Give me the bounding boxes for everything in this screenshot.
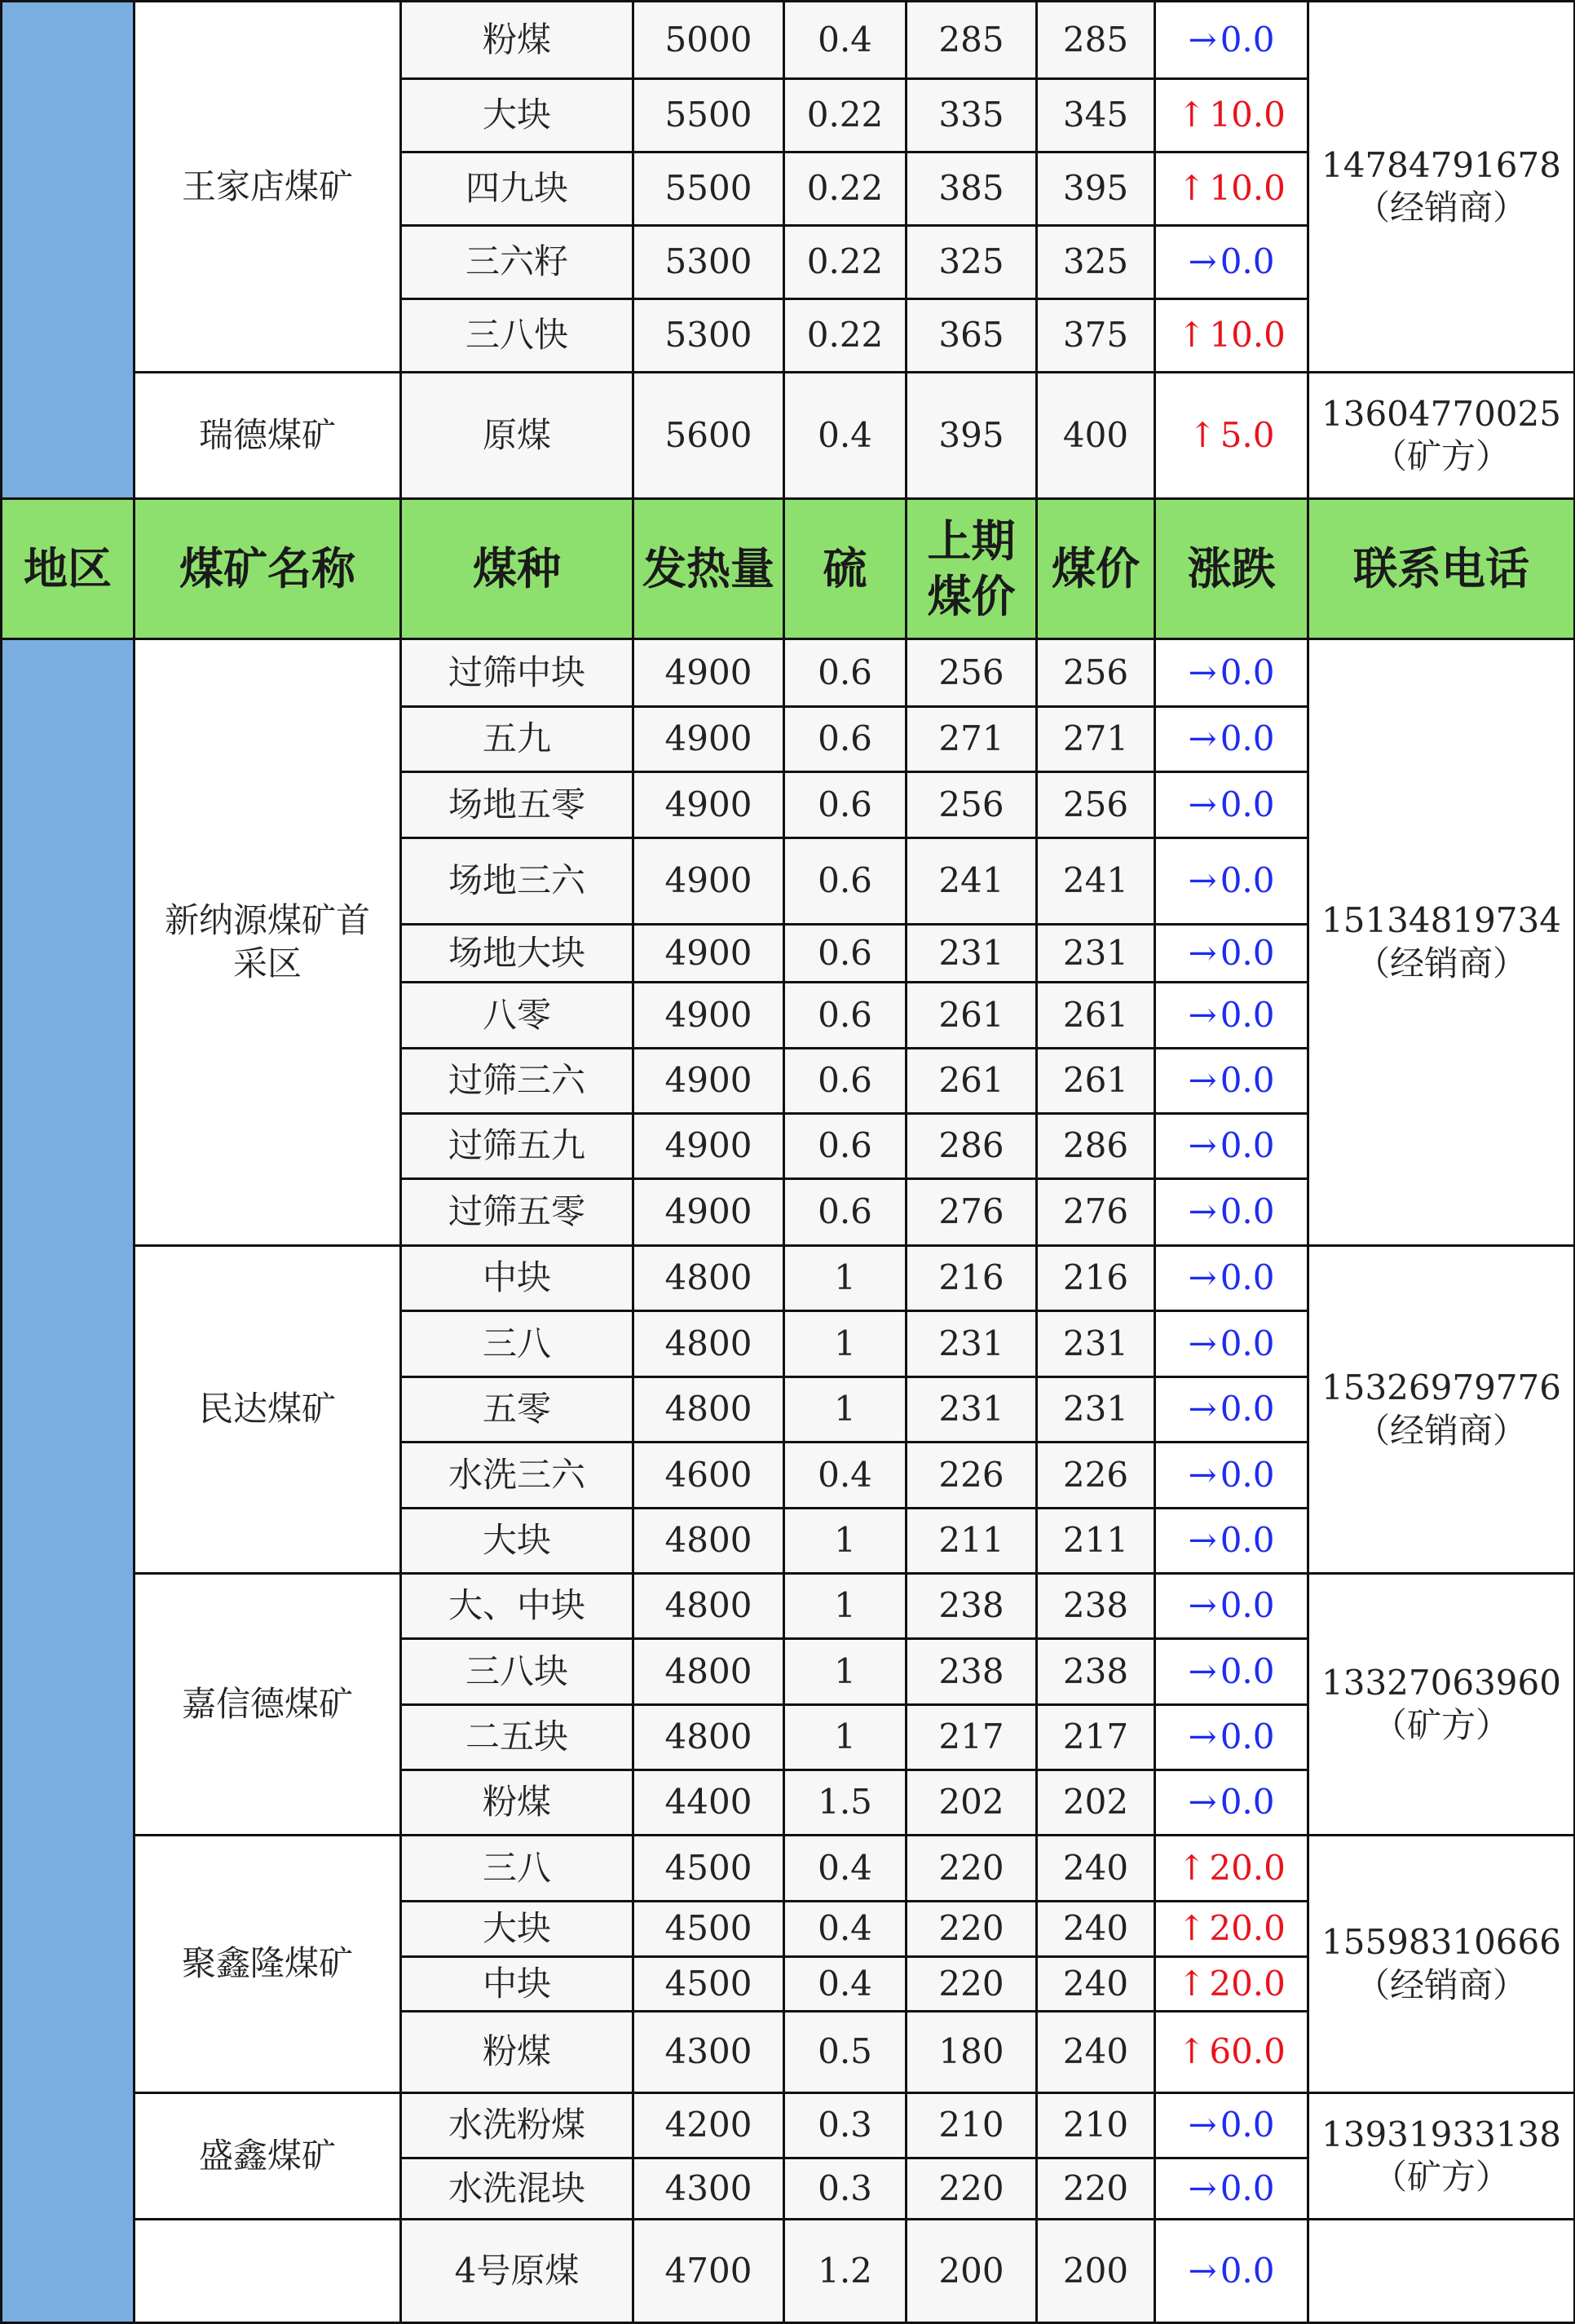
price-cell: 240: [1035, 2010, 1156, 2094]
change-cell: [1154, 1572, 1309, 1640]
price-cell: 231: [1035, 923, 1156, 983]
heat-value-cell: 4800: [632, 1376, 785, 1443]
price-cell: 276: [1035, 1177, 1156, 1247]
coal-type-cell: 水洗三六: [399, 1441, 634, 1509]
heat-value-cell: 4900: [632, 1112, 785, 1180]
sulfur-cell: 0.6: [783, 923, 907, 983]
sulfur-cell: 0.6: [783, 1112, 907, 1180]
price-cell: 261: [1035, 1047, 1156, 1115]
sulfur-cell: 0.4: [783, 1441, 907, 1509]
last-price-cell: 286: [905, 1112, 1038, 1180]
coal-type-cell: 三八: [399, 1310, 634, 1378]
change-cell: [1154, 224, 1309, 300]
change-cell: [1154, 1376, 1309, 1443]
price-cell: 345: [1035, 77, 1156, 153]
heat-value-cell: 4200: [632, 2092, 785, 2159]
heat-value-cell: 5600: [632, 371, 785, 500]
change-cell: [1154, 837, 1309, 926]
coal-type-cell: 场地大块: [399, 923, 634, 983]
heat-value-cell: 4900: [632, 771, 785, 839]
price-cell: 256: [1035, 638, 1156, 708]
last-price-cell: 180: [905, 2010, 1038, 2094]
change-value: 0.0: [1220, 1389, 1275, 1429]
change-value: 0.0: [1220, 2250, 1275, 2291]
last-price-cell: 271: [905, 705, 1038, 773]
last-price-cell: 231: [905, 923, 1038, 983]
coal-type-cell: 中块: [399, 1955, 634, 2013]
sulfur-cell: 0.4: [783, 0, 907, 80]
heat-value-cell: 4300: [632, 2010, 785, 2094]
change-cell: [1154, 2218, 1309, 2324]
heat-value-cell: 4400: [632, 1769, 785, 1836]
up-arrow-icon: ↑: [1177, 168, 1207, 209]
right-arrow-icon: →: [1188, 1716, 1217, 1757]
sulfur-cell: 0.6: [783, 981, 907, 1049]
heat-value-cell: 4800: [632, 1703, 785, 1771]
last-price-cell: 211: [905, 1507, 1038, 1575]
last-price-cell: 216: [905, 1244, 1038, 1312]
change-cell: [1154, 1441, 1309, 1509]
price-cell: 217: [1035, 1703, 1156, 1771]
heat-value-cell: 5500: [632, 77, 785, 153]
sulfur-cell: 1: [783, 1244, 907, 1312]
price-cell: 285: [1035, 0, 1156, 80]
price-cell: 200: [1035, 2218, 1156, 2324]
change-cell: [1154, 1177, 1309, 1247]
region-cell: [0, 0, 135, 500]
price-cell: 286: [1035, 1112, 1156, 1180]
coal-type-cell: 三八快: [399, 298, 634, 373]
sulfur-cell: 0.22: [783, 77, 907, 153]
last-price-cell: 202: [905, 1769, 1038, 1836]
right-arrow-icon: →: [1188, 1125, 1217, 1166]
price-cell: 325: [1035, 224, 1156, 300]
change-value: 0.0: [1220, 652, 1275, 692]
heat-value-cell: 4300: [632, 2157, 785, 2220]
mine-name-cell: 民达煤矿: [133, 1244, 402, 1575]
header-coal-type: 煤种: [399, 497, 634, 640]
heat-value-cell: 4900: [632, 923, 785, 983]
sulfur-cell: 0.4: [783, 1900, 907, 1958]
last-price-cell: 220: [905, 1834, 1038, 1902]
change-value: 0.0: [1220, 718, 1275, 759]
right-arrow-icon: →: [1188, 241, 1217, 282]
heat-value-cell: 5000: [632, 0, 785, 80]
change-cell: [1154, 923, 1309, 983]
region-cell: [0, 638, 135, 2324]
last-price-cell: 231: [905, 1376, 1038, 1443]
last-price-cell: 256: [905, 638, 1038, 708]
last-price-cell: 365: [905, 298, 1038, 373]
heat-value-cell: 4800: [632, 1572, 785, 1640]
mine-name-cell: [133, 2218, 402, 2324]
change-value: 0.0: [1220, 1125, 1275, 1166]
sulfur-cell: 0.3: [783, 2157, 907, 2220]
mine-name-cell: 盛鑫煤矿: [133, 2092, 402, 2220]
phone-cell: 15134819734 （经销商）: [1307, 638, 1575, 1247]
change-value: 0.0: [1220, 2167, 1275, 2208]
coal-type-cell: 四九块: [399, 151, 634, 227]
last-price-cell: 241: [905, 837, 1038, 926]
heat-value-cell: 5300: [632, 298, 785, 373]
last-price-cell: 285: [905, 0, 1038, 80]
last-price-cell: 335: [905, 77, 1038, 153]
last-price-cell: 261: [905, 981, 1038, 1049]
coal-type-cell: 过筛五零: [399, 1177, 634, 1247]
change-value: 10.0: [1209, 168, 1286, 209]
coal-type-cell: 粉煤: [399, 1769, 634, 1836]
sulfur-cell: 0.4: [783, 371, 907, 500]
price-cell: 241: [1035, 837, 1156, 926]
header-region: 地区: [0, 497, 135, 640]
sulfur-cell: 0.6: [783, 1047, 907, 1115]
coal-type-cell: 场地五零: [399, 771, 634, 839]
change-value: 20.0: [1209, 1963, 1286, 2004]
coal-type-cell: 三八: [399, 1834, 634, 1902]
sulfur-cell: 0.22: [783, 151, 907, 227]
heat-value-cell: 4800: [632, 1244, 785, 1312]
change-cell: [1154, 151, 1309, 227]
up-arrow-icon: ↑: [1177, 1908, 1207, 1949]
header-price: 煤价: [1035, 497, 1156, 640]
change-cell: [1154, 1112, 1309, 1180]
sulfur-cell: 0.6: [783, 705, 907, 773]
heat-value-cell: 4800: [632, 1637, 785, 1706]
change-cell: [1154, 1507, 1309, 1575]
right-arrow-icon: →: [1188, 1257, 1217, 1298]
price-cell: 226: [1035, 1441, 1156, 1509]
right-arrow-icon: →: [1188, 994, 1217, 1035]
change-value: 5.0: [1220, 414, 1275, 455]
right-arrow-icon: →: [1188, 1323, 1217, 1363]
header-change: 涨跌: [1154, 497, 1309, 640]
up-arrow-icon: ↑: [1177, 2031, 1207, 2072]
price-cell: 211: [1035, 1507, 1156, 1575]
change-cell: [1154, 1310, 1309, 1378]
mine-name-cell: 瑞德煤矿: [133, 371, 402, 500]
change-cell: [1154, 1047, 1309, 1115]
right-arrow-icon: →: [1188, 2167, 1217, 2208]
sulfur-cell: 0.22: [783, 298, 907, 373]
phone-cell: 13604770025 （矿方）: [1307, 371, 1575, 500]
coal-type-cell: 过筛三六: [399, 1047, 634, 1115]
header-heat-value: 发热量: [632, 497, 785, 640]
phone-cell: 15598310666 （经销商）: [1307, 1834, 1575, 2094]
change-value: 0.0: [1220, 241, 1275, 282]
change-value: 0.0: [1220, 994, 1275, 1035]
right-arrow-icon: →: [1188, 1585, 1217, 1626]
price-cell: 210: [1035, 2092, 1156, 2159]
heat-value-cell: 4500: [632, 1834, 785, 1902]
change-value: 0.0: [1220, 1716, 1275, 1757]
coal-type-cell: 大块: [399, 77, 634, 153]
price-cell: 231: [1035, 1310, 1156, 1378]
change-value: 60.0: [1209, 2031, 1286, 2072]
change-value: 10.0: [1209, 315, 1286, 356]
coal-type-cell: 粉煤: [399, 0, 634, 80]
last-price-cell: 276: [905, 1177, 1038, 1247]
price-cell: 238: [1035, 1572, 1156, 1640]
change-cell: [1154, 371, 1309, 500]
phone-cell: 13931933138 （矿方）: [1307, 2092, 1575, 2220]
change-cell: [1154, 2010, 1309, 2094]
coal-type-cell: 原煤: [399, 371, 634, 500]
price-cell: 395: [1035, 151, 1156, 227]
phone-cell: [1307, 2218, 1575, 2324]
price-cell: 220: [1035, 2157, 1156, 2220]
change-cell: [1154, 1769, 1309, 1836]
price-cell: 202: [1035, 1769, 1156, 1836]
change-value: 0.0: [1220, 1585, 1275, 1626]
sulfur-cell: 0.6: [783, 837, 907, 926]
up-arrow-icon: ↑: [1177, 1963, 1207, 2004]
right-arrow-icon: →: [1188, 1520, 1217, 1561]
coal-type-cell: 五九: [399, 705, 634, 773]
sulfur-cell: 1: [783, 1376, 907, 1443]
last-price-cell: 220: [905, 1955, 1038, 2013]
change-value: 0.0: [1220, 1650, 1275, 1691]
change-value: 0.0: [1220, 1191, 1275, 1232]
sulfur-cell: 0.4: [783, 1834, 907, 1902]
change-cell: [1154, 0, 1309, 80]
phone-cell: 15326979776 （经销商）: [1307, 1244, 1575, 1575]
right-arrow-icon: →: [1188, 784, 1217, 824]
right-arrow-icon: →: [1188, 1191, 1217, 1232]
change-cell: [1154, 2157, 1309, 2220]
sulfur-cell: 0.6: [783, 1177, 907, 1247]
price-cell: 400: [1035, 371, 1156, 500]
right-arrow-icon: →: [1188, 1782, 1217, 1823]
sulfur-cell: 1: [783, 1310, 907, 1378]
change-value: 0.0: [1220, 2105, 1275, 2145]
right-arrow-icon: →: [1188, 718, 1217, 759]
up-arrow-icon: ↑: [1188, 414, 1217, 455]
price-cell: 231: [1035, 1376, 1156, 1443]
coal-type-cell: 中块: [399, 1244, 634, 1312]
price-cell: 216: [1035, 1244, 1156, 1312]
change-value: 0.0: [1220, 784, 1275, 824]
change-cell: [1154, 1834, 1309, 1902]
mine-name-cell: 聚鑫隆煤矿: [133, 1834, 402, 2094]
up-arrow-icon: ↑: [1177, 315, 1207, 356]
heat-value-cell: 4800: [632, 1507, 785, 1575]
coal-type-cell: 过筛中块: [399, 638, 634, 708]
right-arrow-icon: →: [1188, 932, 1217, 973]
sulfur-cell: 0.4: [783, 1955, 907, 2013]
change-cell: [1154, 298, 1309, 373]
coal-type-cell: 三六籽: [399, 224, 634, 300]
coal-type-cell: 三八块: [399, 1637, 634, 1706]
heat-value-cell: 4900: [632, 981, 785, 1049]
sulfur-cell: 1: [783, 1703, 907, 1771]
phone-cell: 14784791678 （经销商）: [1307, 0, 1575, 373]
last-price-cell: 210: [905, 2092, 1038, 2159]
phone-cell: 13327063960 （矿方）: [1307, 1572, 1575, 1836]
up-arrow-icon: ↑: [1177, 95, 1207, 135]
sulfur-cell: 0.6: [783, 638, 907, 708]
change-cell: [1154, 705, 1309, 773]
change-cell: [1154, 638, 1309, 708]
coal-type-cell: 粉煤: [399, 2010, 634, 2094]
heat-value-cell: 4800: [632, 1310, 785, 1378]
coal-type-cell: 大、中块: [399, 1572, 634, 1640]
sulfur-cell: 0.5: [783, 2010, 907, 2094]
last-price-cell: 200: [905, 2218, 1038, 2324]
heat-value-cell: 4900: [632, 837, 785, 926]
change-value: 0.0: [1220, 19, 1275, 60]
coal-type-cell: 二五块: [399, 1703, 634, 1771]
price-cell: 375: [1035, 298, 1156, 373]
last-price-cell: 261: [905, 1047, 1038, 1115]
last-price-cell: 256: [905, 771, 1038, 839]
change-cell: [1154, 2092, 1309, 2159]
change-cell: [1154, 77, 1309, 153]
price-cell: 256: [1035, 771, 1156, 839]
last-price-cell: 325: [905, 224, 1038, 300]
change-value: 0.0: [1220, 1060, 1275, 1101]
change-cell: [1154, 1244, 1309, 1312]
header-phone: 联系电话: [1307, 497, 1575, 640]
right-arrow-icon: →: [1188, 652, 1217, 692]
sulfur-cell: 1: [783, 1572, 907, 1640]
sulfur-cell: 1: [783, 1637, 907, 1706]
change-value: 20.0: [1209, 1908, 1286, 1949]
last-price-cell: 238: [905, 1637, 1038, 1706]
last-price-cell: 217: [905, 1703, 1038, 1771]
coal-type-cell: 水洗粉煤: [399, 2092, 634, 2159]
heat-value-cell: 4600: [632, 1441, 785, 1509]
heat-value-cell: 4500: [632, 1900, 785, 1958]
heat-value-cell: 5500: [632, 151, 785, 227]
last-price-cell: 226: [905, 1441, 1038, 1509]
mine-name-cell: 新纳源煤矿首 采区: [133, 638, 402, 1247]
price-cell: 271: [1035, 705, 1156, 773]
mine-name-cell: 嘉信德煤矿: [133, 1572, 402, 1836]
change-cell: [1154, 1637, 1309, 1706]
sulfur-cell: 0.6: [783, 771, 907, 839]
sulfur-cell: 1.5: [783, 1769, 907, 1836]
heat-value-cell: 4500: [632, 1955, 785, 2013]
right-arrow-icon: →: [1188, 860, 1217, 901]
last-price-cell: 395: [905, 371, 1038, 500]
last-price-cell: 220: [905, 2157, 1038, 2220]
price-cell: 240: [1035, 1834, 1156, 1902]
coal-type-cell: 4号原煤: [399, 2218, 634, 2324]
change-value: 0.0: [1220, 1454, 1275, 1495]
header-mine-name: 煤矿名称: [133, 497, 402, 640]
header-sulfur: 硫: [783, 497, 907, 640]
header-last-price: 上期 煤价: [905, 497, 1038, 640]
coal-type-cell: 场地三六: [399, 837, 634, 926]
change-value: 0.0: [1220, 860, 1275, 901]
sulfur-cell: 1.2: [783, 2218, 907, 2324]
sulfur-cell: 0.3: [783, 2092, 907, 2159]
coal-type-cell: 大块: [399, 1900, 634, 1958]
change-value: 0.0: [1220, 1323, 1275, 1363]
price-cell: 238: [1035, 1637, 1156, 1706]
change-cell: [1154, 1703, 1309, 1771]
coal-type-cell: 八零: [399, 981, 634, 1049]
last-price-cell: 220: [905, 1900, 1038, 1958]
heat-value-cell: 4700: [632, 2218, 785, 2324]
heat-value-cell: 5300: [632, 224, 785, 300]
last-price-cell: 238: [905, 1572, 1038, 1640]
heat-value-cell: 4900: [632, 705, 785, 773]
change-value: 0.0: [1220, 1257, 1275, 1298]
change-cell: [1154, 1900, 1309, 1958]
right-arrow-icon: →: [1188, 1454, 1217, 1495]
change-cell: [1154, 1955, 1309, 2013]
coal-type-cell: 水洗混块: [399, 2157, 634, 2220]
coal-type-cell: 大块: [399, 1507, 634, 1575]
coal-type-cell: 过筛五九: [399, 1112, 634, 1180]
change-value: 0.0: [1220, 1782, 1275, 1823]
right-arrow-icon: →: [1188, 2105, 1217, 2145]
change-value: 0.0: [1220, 932, 1275, 973]
price-cell: 240: [1035, 1955, 1156, 2013]
right-arrow-icon: →: [1188, 2250, 1217, 2291]
last-price-cell: 231: [905, 1310, 1038, 1378]
heat-value-cell: 4900: [632, 1047, 785, 1115]
right-arrow-icon: →: [1188, 1060, 1217, 1101]
sulfur-cell: 0.22: [783, 224, 907, 300]
change-value: 0.0: [1220, 1520, 1275, 1561]
change-value: 20.0: [1209, 1847, 1286, 1888]
sulfur-cell: 1: [783, 1507, 907, 1575]
change-cell: [1154, 981, 1309, 1049]
price-cell: 240: [1035, 1900, 1156, 1958]
mine-name-cell: 王家店煤矿: [133, 0, 402, 373]
last-price-cell: 385: [905, 151, 1038, 227]
heat-value-cell: 4900: [632, 638, 785, 708]
price-cell: 261: [1035, 981, 1156, 1049]
heat-value-cell: 4900: [632, 1177, 785, 1247]
right-arrow-icon: →: [1188, 1389, 1217, 1429]
change-cell: [1154, 771, 1309, 839]
up-arrow-icon: ↑: [1177, 1847, 1207, 1888]
change-value: 10.0: [1209, 95, 1286, 135]
right-arrow-icon: →: [1188, 19, 1217, 60]
right-arrow-icon: →: [1188, 1650, 1217, 1691]
coal-type-cell: 五零: [399, 1376, 634, 1443]
